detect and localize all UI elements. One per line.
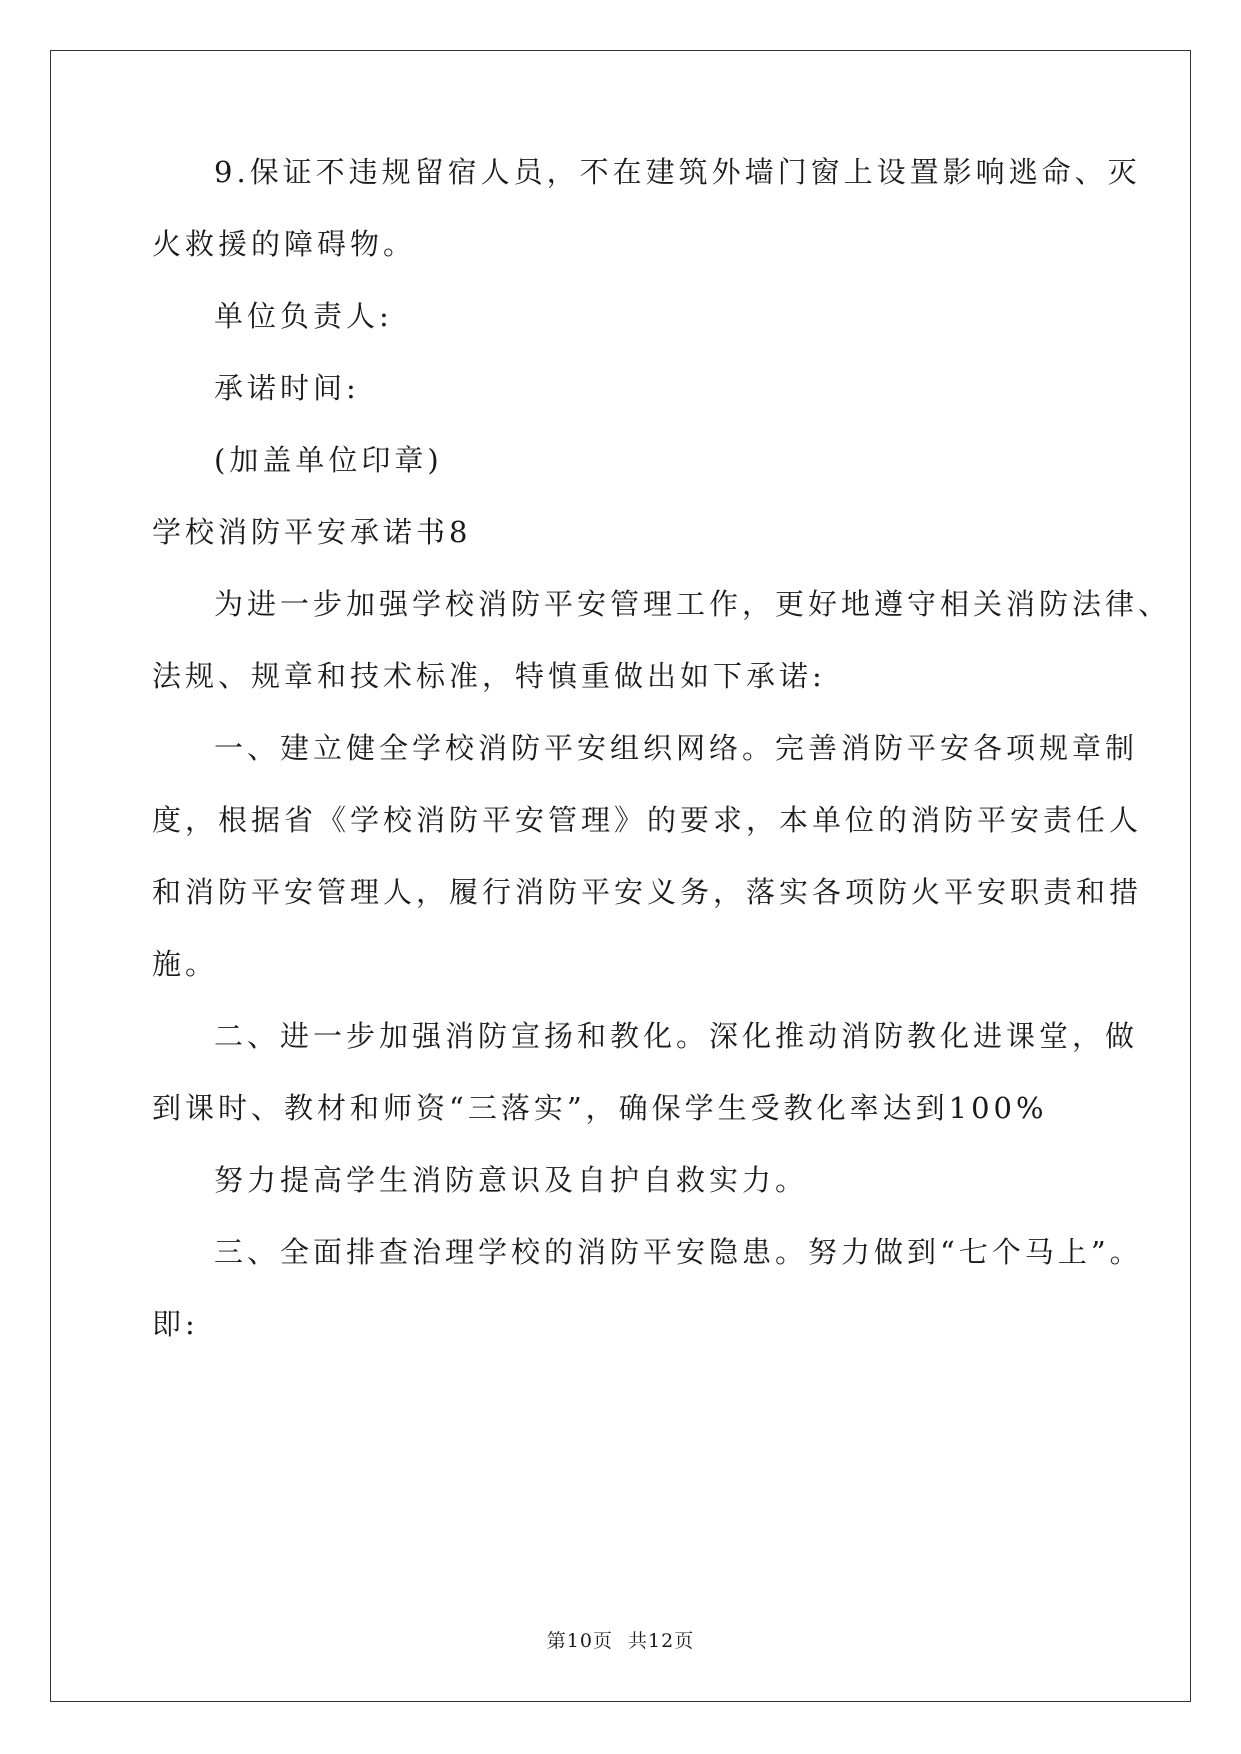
paragraph-line: 努力提高学生消防意识及自护自救实力。	[214, 1163, 809, 1197]
paragraph-line: 度，根据省《学校消防平安管理》的要求，本单位的消防平安责任人	[152, 803, 1143, 837]
paragraph-line: 即:	[152, 1307, 199, 1341]
seal-note: (加盖单位印章)	[214, 443, 443, 477]
paragraph-line: 9.保证不违规留宿人员，不在建筑外墙门窗上设置影响逃命、灭	[214, 155, 1141, 189]
paragraph-line: 一、建立健全学校消防平安组织网络。完善消防平安各项规章制	[214, 731, 1139, 765]
signature-label: 单位负责人:	[214, 299, 393, 333]
page-footer	[0, 1626, 1241, 1653]
paragraph-line: 到课时、教材和师资“三落实”，确保学生受教化率达到100%	[152, 1091, 1048, 1125]
paragraph-line: 火救援的障碍物。	[152, 227, 417, 261]
page-total: 共12页	[628, 1630, 695, 1652]
paragraph-line: 和消防平安管理人，履行消防平安义务，落实各项防火平安职责和措	[152, 875, 1143, 909]
paragraph-line: 施。	[152, 947, 219, 981]
paragraph-line: 三、全面排查治理学校的消防平安隐患。努力做到“七个马上”。	[214, 1235, 1143, 1269]
paragraph-line: 法规、规章和技术标准，特慎重做出如下承诺:	[152, 659, 826, 693]
page-number: 第10页	[546, 1630, 613, 1652]
section-title: 学校消防平安承诺书8	[152, 515, 472, 549]
paragraph-line: 二、进一步加强消防宣扬和教化。深化推动消防教化进课堂，做	[214, 1019, 1139, 1053]
date-label: 承诺时间:	[214, 371, 360, 405]
paragraph-line: 为进一步加强学校消防平安管理工作，更好地遵守相关消防法律、	[214, 587, 1172, 621]
